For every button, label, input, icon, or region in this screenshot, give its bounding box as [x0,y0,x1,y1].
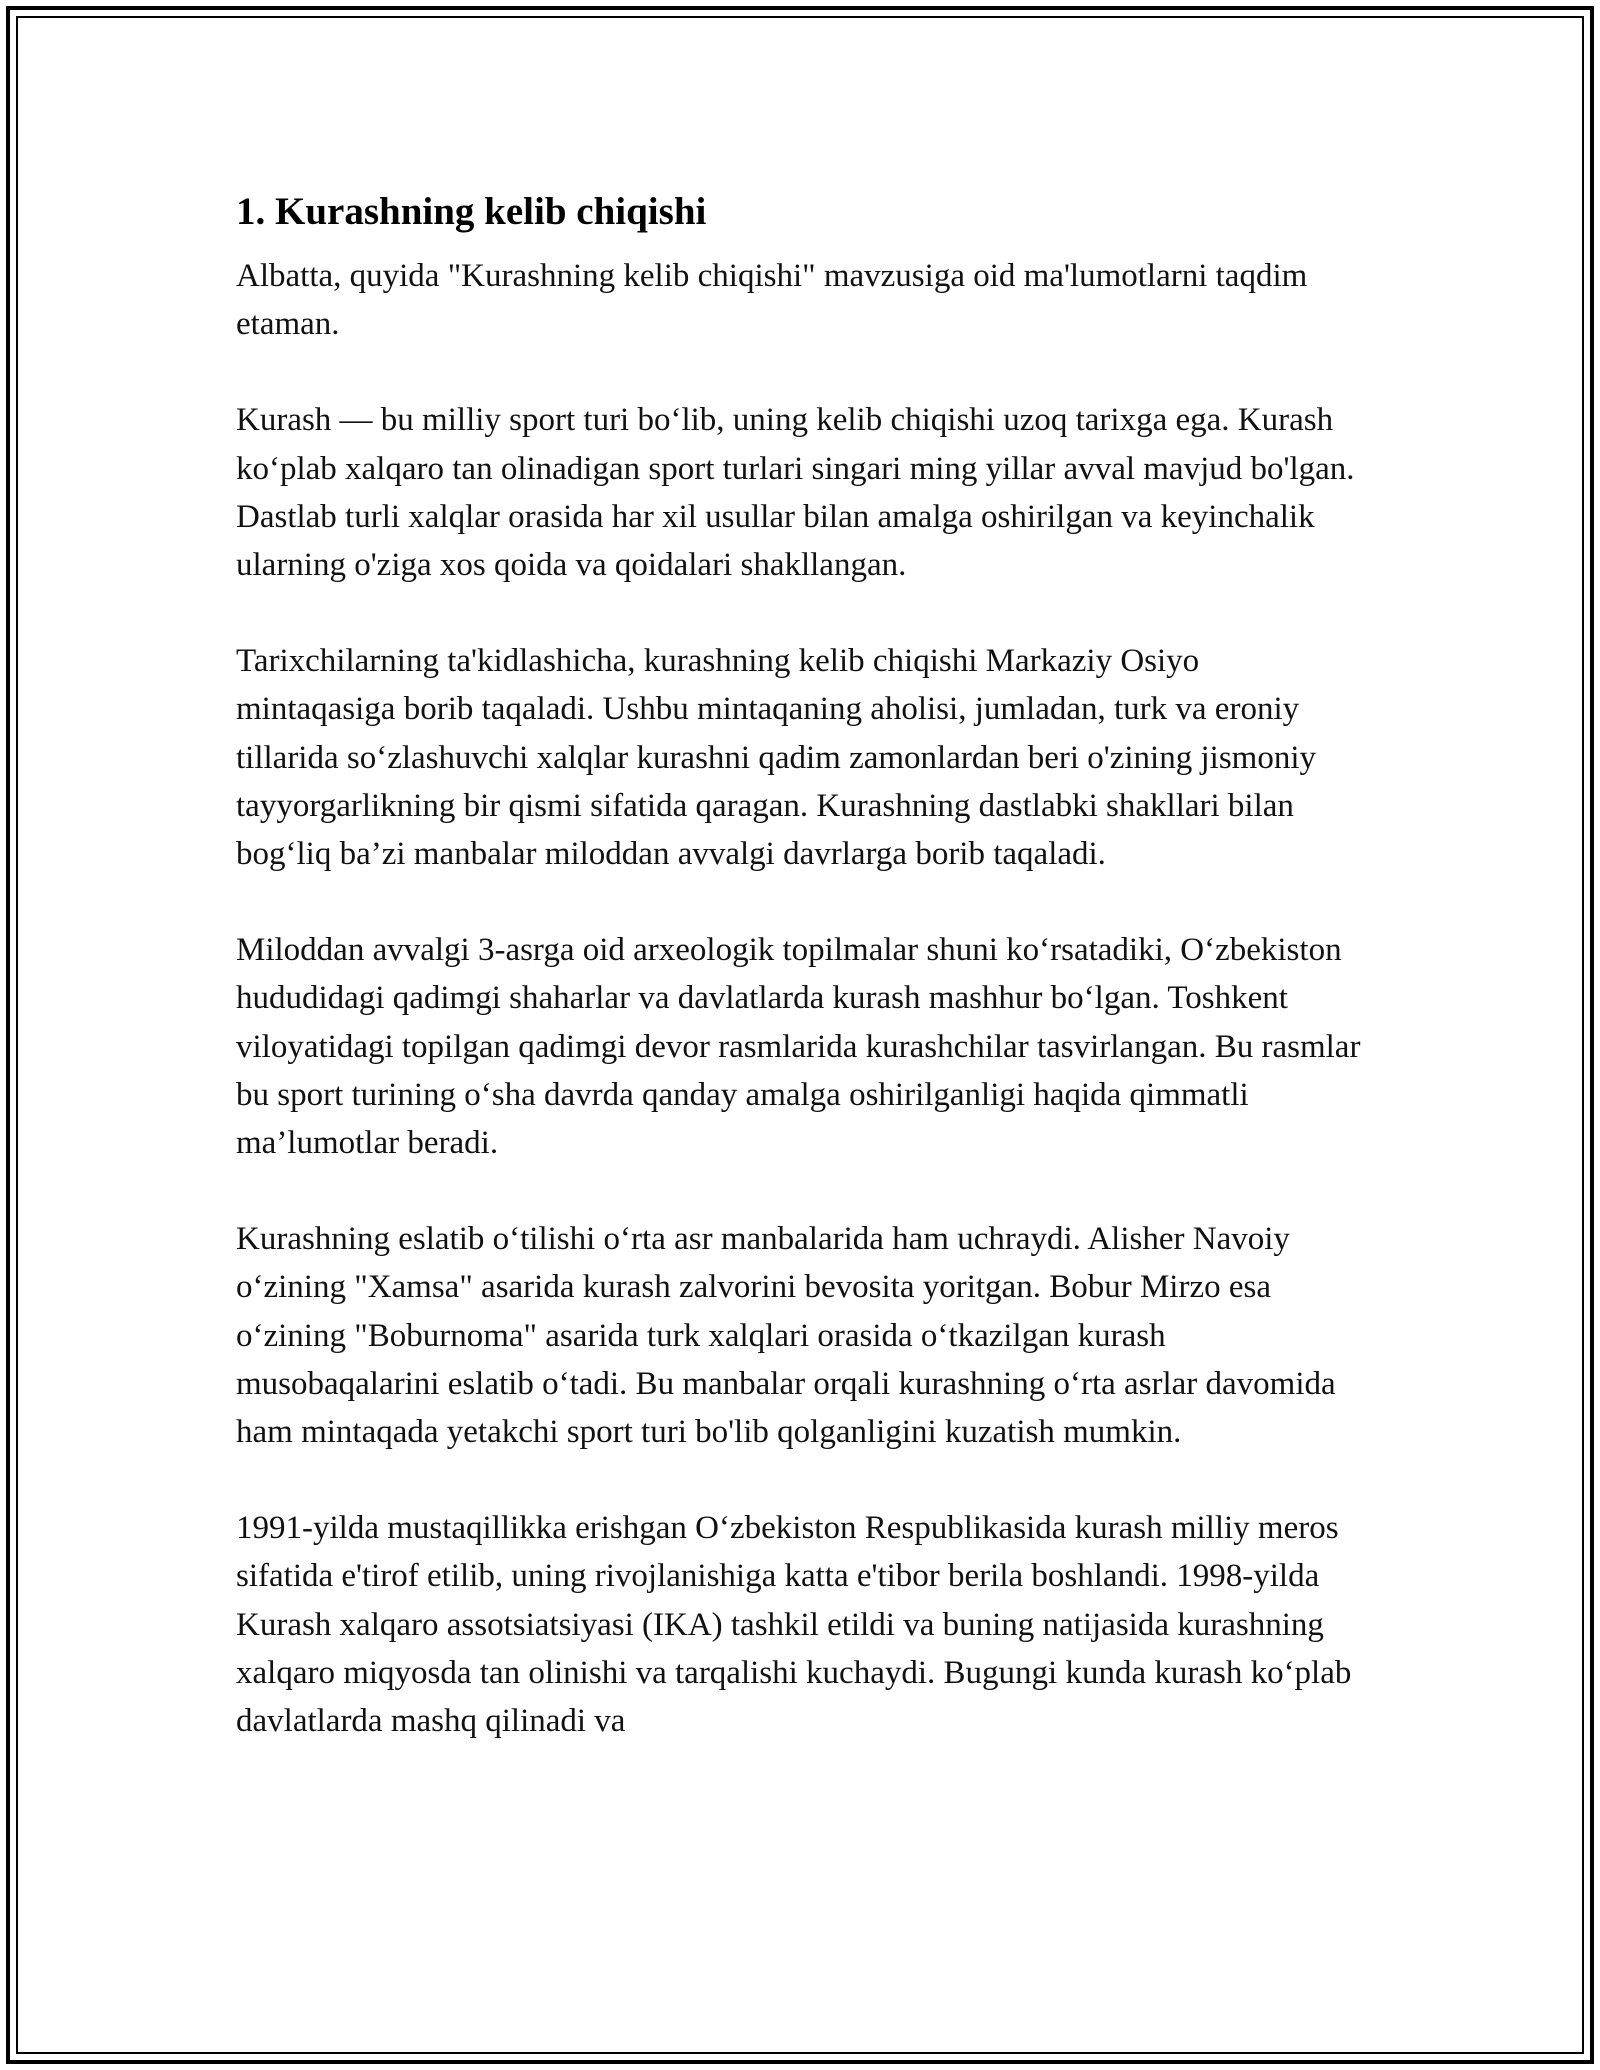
paragraph-independence: 1991-yilda mustaqillikka erishgan O‘zbekiston Respublikasida kurash milliy meros sifatida e'tirof etilib, uning rivojlanishiga katta e'tibor berila boshlandi. 1998-yilda Kurash xalqaro assotsiatsiyasi (IKA) tashkil etildi va buning natijasida kurashning xalqaro miqyosda tan olinishi va tarqalishi kuchaydi. Bugungi kunda kurash ko‘plab davlatlarda mashq qilinadi va [236,1510,1352,1740]
document-body [236,186,1366,1745]
paragraph-medieval-sources: Kurashning eslatib o‘tilishi o‘rta asr manbalarida ham uchraydi. Alisher Navoiy o‘zining "Xamsa" asarida kurash zalvorini bevosita yoritgan. Bobur Mirzo esa o‘zining "Boburnoma" asarida turk xalqlari orasida o‘tkazilgan kurash musobaqalarini eslatib o‘tadi. Bu manbalar orqali kurashning o‘rta asrlar davomida ham mintaqada yetakchi sport turi bo'lib qolganligini kuzatish mumkin. [236,1221,1336,1451]
section-heading: 1. Kurashning kelib chiqishi [236,190,707,233]
paragraph-archaeology: Miloddan avvalgi 3-asrga oid arxeologik topilmalar shuni ko‘rsatadiki, O‘zbekiston hududidagi qadimgi shaharlar va davlatlarda kurash mashhur bo‘lgan. Toshkent viloyatidagi topilgan qadimgi devor rasmlarida kurashchilar tasvirlangan. Bu rasmlar bu sport turining o‘sha davrda qanday amalga oshirilganligi haqida qimmatli ma’lumotlar beradi. [236,932,1361,1162]
paragraph-intro: Albatta, quyida "Kurashning kelib chiqishi" mavzusiga oid ma'lumotlarni taqdim etaman. [236,258,1308,343]
paragraph-origin: Tarixchilarning ta'kidlashicha, kurashning kelib chiqishi Markaziy Osiyo mintaqasiga borib taqaladi. Ushbu mintaqaning aholisi, jumladan, turk va eroniy tillarida so‘zlashuvchi xalqlar kurashni qadim zamonlardan beri o'zining jismoniy tayyorgarlikning bir qismi sifatida qaragan. Kurashning dastlabki shakllari bilan bog‘liq ba’zi manbalar miloddan avvalgi davrlarga borib taqaladi. [236,643,1316,873]
paragraph-definition: Kurash — bu milliy sport turi bo‘lib, uning kelib chiqishi uzoq tarixga ega. Kurash ko‘plab xalqaro tan olinadigan sport turlari singari ming yillar avval mavjud bo'lgan. Dastlab turli xalqlar orasida har xil usullar bilan amalga oshirilgan va keyinchalik ularning o'ziga xos qoida va qoidalari shakllangan. [236,402,1355,584]
